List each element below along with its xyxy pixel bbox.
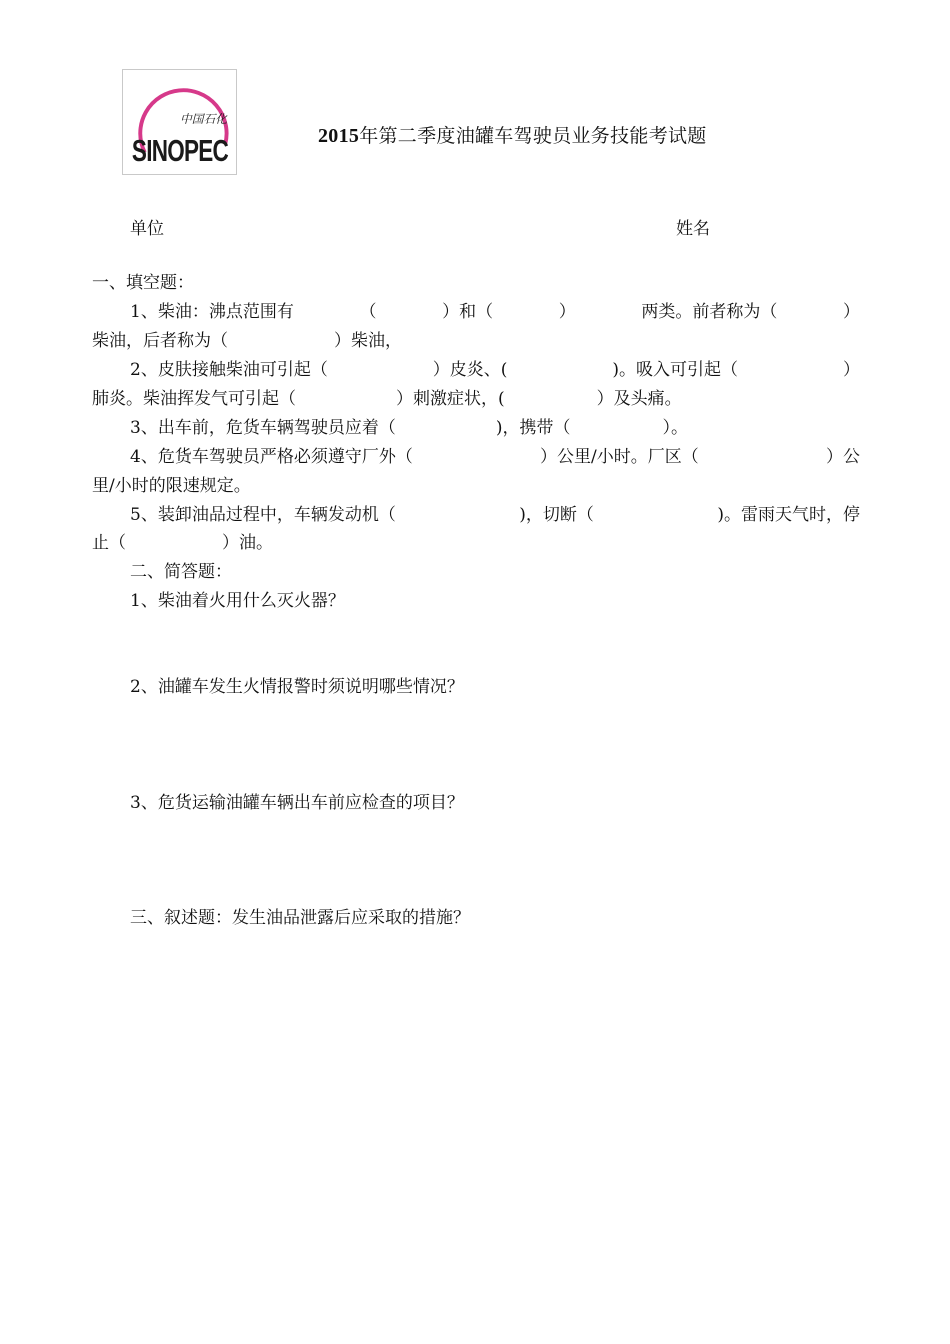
- q2-text-e: 肺炎。柴油挥发气可引起（: [92, 389, 296, 409]
- q4-text-c: ）公: [826, 447, 860, 467]
- q2-text-b: ）皮炎、(: [432, 360, 508, 380]
- q5-text-a: 5、装卸油品过程中，车辆发动机（: [130, 505, 396, 525]
- q2-line1: [130, 359, 860, 381]
- q4-line1: [130, 446, 860, 468]
- short-answer-q1: 1、柴油着火用什么灭火器？: [130, 591, 345, 611]
- q1-text-c: ）和（: [442, 302, 494, 322]
- q1-text-b: （: [359, 302, 377, 322]
- sinopec-logo: [122, 69, 237, 175]
- q5-line1: [130, 504, 860, 526]
- svg-text:SINOPEC: SINOPEC: [131, 134, 229, 169]
- q4-line2: 里/小时的限速规定。: [92, 476, 251, 496]
- q2-text-c: )。吸入可引起（: [612, 360, 739, 380]
- q1-text-e: 两类。前者称为（: [641, 302, 778, 322]
- q2-line2: [92, 388, 682, 410]
- q5-text-c: )。雷雨天气时，停: [717, 505, 860, 525]
- q5-text-d: 止（: [92, 533, 126, 553]
- name-label: 姓名: [676, 219, 710, 239]
- q1-text-g: 柴油，后者称为（: [92, 331, 228, 351]
- q3-text-a: 3、出车前，危货车辆驾驶员应着（: [130, 418, 396, 438]
- q2-text-f: ）刺激症状，(: [396, 389, 505, 409]
- q1-text-h: ）柴油，: [334, 331, 402, 351]
- q2-text-a: 2、皮肤接触柴油可引起（: [130, 360, 328, 380]
- sinopec-logo-icon: [123, 70, 236, 174]
- q1-text-f: ）: [842, 302, 860, 322]
- exam-title: [318, 121, 707, 148]
- q3-line: [130, 417, 688, 439]
- q1-line1: [130, 301, 860, 323]
- section1-heading: 一、填空题：: [92, 273, 194, 293]
- section2-heading: 二、简答题：: [130, 562, 232, 582]
- q4-text-a: 4、危货车驾驶员严格必须遵守厂外（: [130, 447, 413, 467]
- q1-text-a: 1、柴油：沸点范围有: [130, 302, 294, 322]
- title-text: 年第二季度油罐车驾驶员业务技能考试题: [359, 125, 707, 147]
- unit-label: 单位: [130, 219, 164, 239]
- short-answer-q3: 3、危货运输油罐车辆出车前应检查的项目？: [130, 793, 464, 813]
- q2-text-g: ）及头痛。: [596, 389, 682, 409]
- q5-text-e: ）油。: [222, 533, 273, 553]
- q3-text-b: )，携带（: [495, 418, 571, 438]
- q5-line2: [92, 532, 273, 554]
- q3-text-c: ）。: [662, 418, 688, 438]
- q4-text-b: ）公里/小时。厂区（: [540, 447, 699, 467]
- short-answer-q2: 2、油罐车发生火情报警时须说明哪些情况？: [130, 677, 464, 697]
- q1-text-d: ）: [558, 302, 576, 322]
- svg-text:中国石化: 中国石化: [179, 111, 228, 126]
- q2-text-d: ）: [842, 360, 860, 380]
- q1-line2: [92, 330, 402, 352]
- q5-text-b: )，切断（: [519, 505, 594, 525]
- section3-heading: 三、叙述题：发生油品泄露后应采取的措施？: [130, 908, 470, 928]
- title-year: 2015: [318, 125, 360, 147]
